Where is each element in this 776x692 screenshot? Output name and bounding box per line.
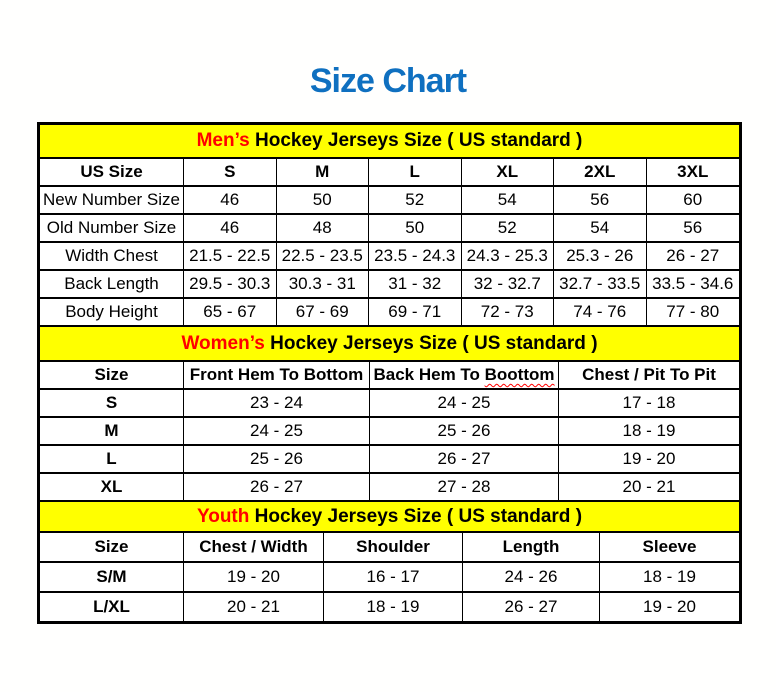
table-cell: 26 - 27 (184, 474, 370, 500)
womens-section-band (40, 327, 739, 362)
mens-header-row (40, 159, 739, 187)
table-cell: 25.3 - 26 (554, 243, 647, 269)
table-cell: 77 - 80 (666, 302, 720, 321)
table-cell: 72 - 73 (462, 299, 555, 325)
table-cell: 30.3 - 31 (277, 271, 370, 297)
table-cell: 18 - 19 (622, 421, 676, 440)
table-row (40, 187, 739, 215)
table-cell: 25 - 26 (370, 418, 559, 444)
table-cell: 56 (683, 218, 703, 237)
column-header: Chest / Pit To Pit (582, 365, 716, 384)
column-header: S (184, 159, 277, 185)
table-cell: 19 - 20 (622, 449, 676, 468)
row-label: L/XL (40, 593, 184, 621)
table-cell: 16 - 17 (324, 563, 463, 591)
column-header: XL (462, 159, 555, 185)
youth-header-row (40, 533, 739, 563)
table-cell: 65 - 67 (184, 299, 277, 325)
table-cell: 31 - 32 (369, 271, 462, 297)
table-cell: 18 - 19 (643, 567, 696, 586)
column-header: Shoulder (324, 533, 463, 561)
column-header: 2XL (554, 159, 647, 185)
row-label: Width Chest (40, 243, 184, 269)
table-cell: 50 (369, 215, 462, 241)
table-row (40, 243, 739, 271)
column-header: Size (40, 362, 184, 388)
column-header-text: Back Hem To (373, 365, 485, 384)
table-row (40, 474, 739, 502)
table-cell: 32 - 32.7 (462, 271, 555, 297)
table-cell: 67 - 69 (277, 299, 370, 325)
table-row (40, 593, 739, 621)
youth-band-text: Hockey Jerseys Size ( US standard ) (249, 505, 583, 527)
column-header: L (369, 159, 462, 185)
table-row (40, 299, 739, 327)
table-cell: 22.5 - 23.5 (277, 243, 370, 269)
column-header: 3XL (677, 162, 709, 181)
table-cell: 52 (369, 187, 462, 213)
row-label: Old Number Size (40, 215, 184, 241)
table-cell: 52 (462, 215, 555, 241)
table-cell: 32.7 - 33.5 (554, 271, 647, 297)
table-cell: 56 (554, 187, 647, 213)
column-header: Size (40, 533, 184, 561)
row-label: New Number Size (40, 187, 184, 213)
table-cell: 24 - 25 (184, 418, 370, 444)
table-cell: 23 - 24 (184, 390, 370, 416)
womens-header-row (40, 362, 739, 390)
row-label: S/M (40, 563, 184, 591)
youth-section (40, 502, 739, 621)
table-cell: 33.5 - 34.6 (652, 274, 734, 293)
youth-section-band (40, 502, 739, 533)
mens-section-band (40, 125, 739, 159)
table-cell: 21.5 - 22.5 (184, 243, 277, 269)
womens-band-text: Hockey Jerseys Size ( US standard ) (264, 332, 598, 354)
table-cell: 54 (462, 187, 555, 213)
table-row (40, 418, 739, 446)
column-header: Chest / Width (184, 533, 324, 561)
table-cell: 18 - 19 (324, 593, 463, 621)
table-cell: 29.5 - 30.3 (184, 271, 277, 297)
size-chart-table (37, 122, 742, 624)
table-cell: 26 - 27 (370, 446, 559, 472)
table-cell: 17 - 18 (622, 393, 676, 412)
row-label: S (40, 390, 184, 416)
table-cell: 46 (184, 187, 277, 213)
table-row (40, 215, 739, 243)
table-cell: 19 - 20 (643, 597, 696, 616)
table-cell: 20 - 21 (622, 477, 676, 496)
table-cell: 46 (184, 215, 277, 241)
table-cell: 26 - 27 (463, 593, 600, 621)
column-header: US Size (40, 159, 184, 185)
table-cell: 24 - 26 (463, 563, 600, 591)
table-cell: 20 - 21 (184, 593, 324, 621)
table-row (40, 563, 739, 593)
column-header: Sleeve (642, 537, 697, 556)
row-label: XL (40, 474, 184, 500)
page-title: Size Chart (309, 62, 467, 100)
table-cell: 23.5 - 24.3 (369, 243, 462, 269)
table-cell: 48 (277, 215, 370, 241)
misspelled-word: Boottom (484, 365, 555, 384)
table-cell: 24 - 25 (370, 390, 559, 416)
table-cell: 24.3 - 25.3 (462, 243, 555, 269)
row-label: Body Height (40, 299, 184, 325)
table-cell: 69 - 71 (369, 299, 462, 325)
table-cell: 54 (554, 215, 647, 241)
mens-band-text: Hockey Jerseys Size ( US standard ) (249, 130, 583, 151)
column-header: Length (463, 533, 600, 561)
mens-band-highlight: Men’s (196, 130, 250, 151)
womens-section (40, 327, 739, 502)
row-label: M (40, 418, 184, 444)
table-cell: 60 (683, 190, 703, 209)
mens-section (40, 125, 739, 327)
table-cell: 27 - 28 (370, 474, 559, 500)
table-cell: 25 - 26 (184, 446, 370, 472)
youth-band-highlight: Youth (196, 505, 250, 527)
column-header: Front Hem To Bottom (184, 362, 370, 388)
table-cell: 74 - 76 (554, 299, 647, 325)
table-cell: 26 - 27 (666, 246, 720, 265)
table-row (40, 271, 739, 299)
table-cell: 19 - 20 (184, 563, 324, 591)
column-header (370, 362, 559, 388)
column-header: M (277, 159, 370, 185)
table-row (40, 446, 739, 474)
table-cell: 50 (277, 187, 370, 213)
womens-band-highlight: Women’s (181, 332, 265, 354)
row-label: Back Length (40, 271, 184, 297)
table-row (40, 390, 739, 418)
row-label: L (40, 446, 184, 472)
